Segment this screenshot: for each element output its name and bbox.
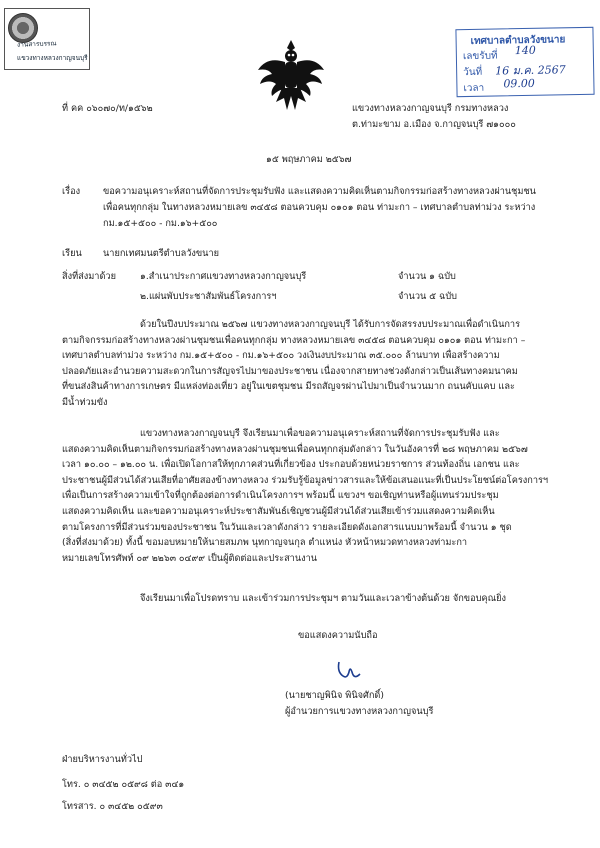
sarabun-stamp (4, 8, 90, 70)
letter-date: ๑๕ พฤษภาคม ๒๕๖๗ (266, 154, 352, 165)
subject-line-2: เพื่อคนทุกกลุ่ม ในทางหลวงหมายเลข ๓๔๕๘ ตอนควบคุม ๐๑๐๑ ตอน ท่ามะกา – เทศบาลตำบลท่าม่วง ระหว่าง (103, 202, 536, 213)
stamp-received-no: 140 (514, 43, 536, 58)
received-stamp (455, 27, 594, 97)
stamp-time-label: เวลา (463, 82, 485, 95)
body-paragraph-3: จึงเรียนมาเพื่อโปรดทราบ และเข้าร่วมการประชุมฯ ตามวันและเวลาข้างต้นด้วย จักขอบคุณยิ่ง (140, 593, 506, 604)
stamp-date-value: 16 ม.ค. 2567 (495, 63, 566, 78)
footer-fax: โทรสาร. ๐ ๓๔๕๒ ๐๕๙๓ (62, 801, 163, 812)
signatory-position: ผู้อำนวยการแขวงทางหลวงกาญจนบุรี (285, 706, 434, 717)
subject-line-1: ขอความอนุเคราะห์สถานที่จัดการประชุมรับฟัง และแสดงความคิดเห็นตามกิจกรรมก่อสร้างทางหลวงผ่านชุมชน (103, 186, 536, 197)
sender-line-2: ต.ท่ามะขาม อ.เมือง จ.กาญจนบุรี ๗๑๐๐๐ (352, 119, 516, 130)
enclosures-label: สิ่งที่ส่งมาด้วย (62, 271, 116, 282)
stamp-line-1: งานสารบรรณ (16, 39, 57, 49)
enclosure-qty: จำนวน ๕ ฉบับ (398, 291, 457, 302)
enclosure-qty: จำนวน ๑ ฉบับ (398, 271, 456, 282)
garuda-emblem-icon (256, 36, 326, 116)
sender-line-1: แขวงทางหลวงกาญจนบุรี กรมทางหลวง (352, 103, 509, 114)
reference-number: ที่ คค ๐๖๐๗๐/ท/๑๕๖๒ (62, 103, 153, 114)
footer-department: ฝ่ายบริหารงานทั่วไป (62, 754, 143, 765)
body-paragraph-2: แขวงทางหลวงกาญจนบุรี จึงเรียนมาเพื่อขอความอนุเคราะห์สถานที่จัดการประชุมรับฟัง และ แสดงความคิดเห็นตามกิจกรรมก่อสร้างทางหลวงผ่านชุมชนเพื่อคนทุกกลุ่มดังกล่าว ในวันอังคารที่ ๒๘ พฤษภาคม ๒๕๖๗ เวลา ๑๐.๐๐ – ๑๒.๐๐ น. เพื่อเปิดโอกาสให้ทุกภาคส่วนที่เกี่ยวข้อง ประกอบด้วยหน่วยราชการ ส่วนท้องถิ่น เอกชน และ ประชาชนผู้มีส่วนได้ส่วนเสียที่อาศัยสองข้างทางหลวง ร่วมรับรู้ข้อมูลข่าวสารและให้ข้อเสนอแนะที่เป็นประโยชน์ต่อโครงการฯ เพื่อเป็นการสร้างความเข้าใจที่ถูกต้องต่อการดำเนินโครงการฯ พร้อมนี้ แขวงฯ ขอเชิญท่านหรือผู้แทนร่วมประชุม แสดงความคิดเห็น และขอความอนุเคราะห์ประชาสัมพันธ์เชิญชวนผู้มีส่วนได้ส่วนเสียเข้าร่วมแสดงความคิดเห็น ตามโครงการที่มีส่วนร่วมของประชาชน ในวันและเวลาดังกล่าว รายละเอียดดังเอกสารแนบมาพร้อมนี้ จำนวน ๑ ชุด (สิ่งที่ส่งมาด้วย) ทั้งนี้ ขอมอบหมายให้นายสมภพ นุทกาญจนกุล ตำแหน่ง หัวหน้าหมวดทางหลวงท่ามะกา หมายเลขโทรศัพท์ ๐๙ ๒๒๖๓ ๐๔๙๙ เป็นผู้ติดต่อและประสานงาน (62, 428, 549, 564)
enclosure-item: ๒.แผ่นพับประชาสัมพันธ์โครงการฯ (140, 291, 277, 302)
stamp-office: เทศบาลตำบลวังขนาย (470, 34, 566, 47)
addressee-value: นายกเทศมนตรีตำบลวังขนาย (103, 248, 219, 259)
subject-line-3: กม.๑๕+๕๐๐ - กม.๑๖+๕๐๐ (103, 218, 218, 229)
subject-label: เรื่อง (62, 186, 81, 197)
stamp-received-label: เลขรับที่ (462, 50, 498, 63)
stamp-time-value: 09.00 (503, 76, 535, 91)
stamp-date-label: วันที่ (463, 66, 483, 79)
body-paragraph-1: ด้วยในปีงบประมาณ ๒๕๖๗ แขวงทางหลวงกาญจนบุรี ได้รับการจัดสรรงบประมาณเพื่อดำเนินการ ตามกิจกรรมก่อสร้างทางหลวงผ่านชุมชนเพื่อคนทุกกลุ่ม ทางหลวงหมายเลข ๓๔๕๘ ตอนควบคุม ๐๑๐๑ ตอน ท่ามะกา – เทศบาลตำบลท่าม่วง ระหว่าง กม.๑๕+๕๐๐ - กม.๑๖+๕๐๐ วงเงินงบประมาณ ๓๕.๐๐๐ ล้านบาท เพื่อสร้างความ ปลอดภัยและอำนวยความสะดวกในการสัญจรไปมาของประชาชน เนื่องจากสายทางช่วงดังกล่าวเป็นเส้นทางคมนาคม ที่ขนส่งสินค้าทางการเกษตร มีแหล่งท่องเที่ยว อยู่ในเขตชุมชน มีรถสัญจรผ่านไปมาเป็นจำนวนมาก ถนนคับแคบ และ มีน้ำท่วมขัง (62, 319, 526, 408)
stamp-line-2: แขวงทางหลวงกาญจนบุรี (17, 54, 88, 62)
signature-icon (335, 658, 363, 682)
signatory-name: (นายชาญพินิจ พินิจศักดิ์) (285, 690, 384, 701)
enclosure-item: ๑.สำเนาประกาศแขวงทางหลวงกาญจนบุรี (140, 271, 307, 282)
footer-telephone: โทร. ๐ ๓๔๕๒ ๐๕๙๘ ต่อ ๓๔๑ (62, 779, 185, 790)
closing-salutation: ขอแสดงความนับถือ (298, 630, 378, 641)
addressee-label: เรียน (62, 248, 82, 259)
